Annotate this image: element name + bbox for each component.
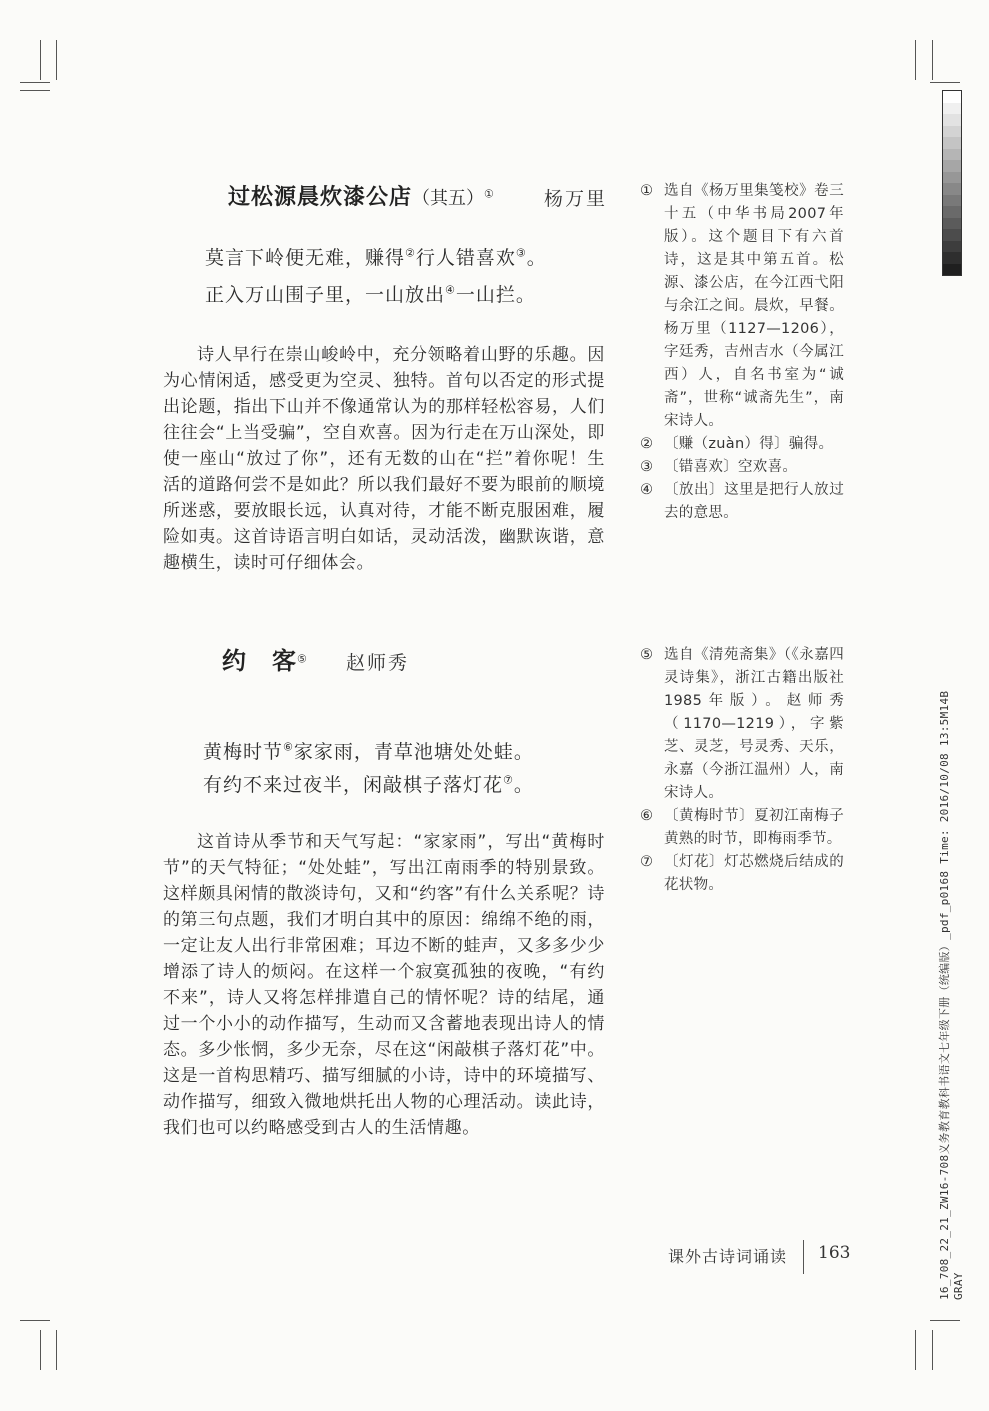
crop-mark	[932, 1330, 933, 1370]
poem2-notes	[640, 644, 844, 897]
footnote: ④ 〔放出〕这里是把行人放过去的意思。	[640, 482, 844, 521]
poem2-heading	[222, 641, 307, 676]
crop-mark	[930, 82, 960, 83]
footnote: ⑥ 〔黄梅时节〕夏初江南梅子黄熟的时节，即梅雨季节。	[640, 808, 844, 847]
footer-section-title: 课外古诗词诵读	[668, 1247, 788, 1266]
poem1-title-note: ①	[484, 187, 494, 201]
footnote: ⑤ 选自《清苑斋集》（《永嘉四灵诗集》，浙江古籍出版社1985年版）。赵师秀（1170—1219），字紫芝、灵芝，号灵秀、天乐，永嘉（今浙江温州）人，南宋诗人。	[640, 647, 844, 801]
gray-scale-bar	[942, 90, 962, 276]
poem1-subtitle: （其五）	[412, 188, 485, 209]
crop-mark	[56, 1330, 57, 1370]
footnote: ③ 〔错喜欢〕空欢喜。	[640, 459, 798, 475]
poem2-commentary: 这首诗从季节和天气写起：“家家雨”，写出“黄梅时节”的天气特征；“处处蛙”，写出江南雨季的特别景致。这样颇具闲情的散淡诗句，又和“约客”有什么关系呢？诗的第三句点题，我们才明白其中的原因：绵绵不绝的雨，一定让友人出行非常困难；耳边不断的蛙声，又多多少少增添了诗人的烦闷。在这样一个寂寞孤独的夜晚，“有约不来”，诗人又将怎样排遣自己的情怀呢？诗的结尾，通过一个小小的动作描写，生动而又含蓄地表现出诗人的情态。多少怅惘，多少无奈，尽在这“闲敲棋子落灯花”中。这是一首构思精巧、描写细腻的小诗，诗中的环境描写、动作描写，细致入微地烘托出人物的心理活动。读此诗，我们也可以约略感受到古人的生活情趣。	[163, 832, 605, 1138]
crop-mark	[20, 1320, 50, 1321]
crop-mark	[915, 40, 916, 80]
crop-mark	[40, 40, 41, 80]
footnote: ① 选自《杨万里集笺校》卷三十五（中华书局2007年版）。这个题目下有六首诗，这是其中第五首。松源、漆公店，在今江西弋阳与余江之间。晨炊，早餐。杨万里（1127—1206），字廷秀，吉州吉水（今属江西）人，自名书室为“诚斋”，世称“诚斋先生”，南宋诗人。	[640, 183, 844, 429]
crop-mark	[20, 90, 50, 91]
crop-mark	[20, 82, 50, 83]
poem1-line: 莫言下岭便无难，赚得②行人错喜欢③。	[205, 246, 547, 269]
poem1-author: 杨万里	[544, 188, 608, 210]
poem1-notes	[640, 180, 844, 525]
crop-mark	[915, 1330, 916, 1370]
poem1-commentary: 诗人早行在崇山峻岭中，充分领略着山野的乐趣。因为心情闲适，感受更为空灵、独特。首句以否定的形式提出论题，指出下山并不像通常认为的那样轻松容易，人们往往会“上当受骗”，空自欢喜。因为行走在万山深处，即使一座山“放过了你”，还有无数的山在“拦”着你呢！生活的道路何尝不是如此？所以我们最好不要为眼前的顺境所迷惑，要放眼长远，认真对待，才能不断克服困难，履险如夷。这首诗语言明白如话，灵动活泼，幽默诙谐，意趣横生，读时可仔细体会。	[163, 345, 605, 573]
print-code: 16_708_22_21_ZW16-708义务教育教科书语文七年级下册（统编版）_pdf_p0168 Time: 2016/10/08 13:5M14B GRAY	[938, 690, 965, 1300]
poem2-line: 黄梅时节⑥家家雨，青草池塘处处蛙。	[203, 740, 534, 763]
poem2-title: 约 客	[222, 647, 297, 675]
footnote: ② 〔赚（zuàn）得〕骗得。	[640, 436, 834, 452]
footer-divider	[803, 1240, 804, 1274]
poem1-line: 正入万山围子里，一山放出④一山拦。	[205, 283, 536, 306]
poem2-line: 有约不来过夜半，闲敲棋子落灯花⑦。	[203, 773, 534, 796]
crop-mark	[932, 40, 933, 80]
crop-mark	[930, 1320, 960, 1321]
poem2-title-note: ⑤	[297, 652, 307, 666]
poem1-title: 过松源晨炊漆公店	[228, 185, 413, 210]
page-number: 163	[818, 1243, 851, 1263]
crop-mark	[56, 40, 57, 80]
crop-mark	[40, 1330, 41, 1370]
footnote: ⑦ 〔灯花〕灯芯燃烧后结成的花状物。	[640, 854, 844, 893]
poem2-author: 赵师秀	[346, 652, 410, 674]
